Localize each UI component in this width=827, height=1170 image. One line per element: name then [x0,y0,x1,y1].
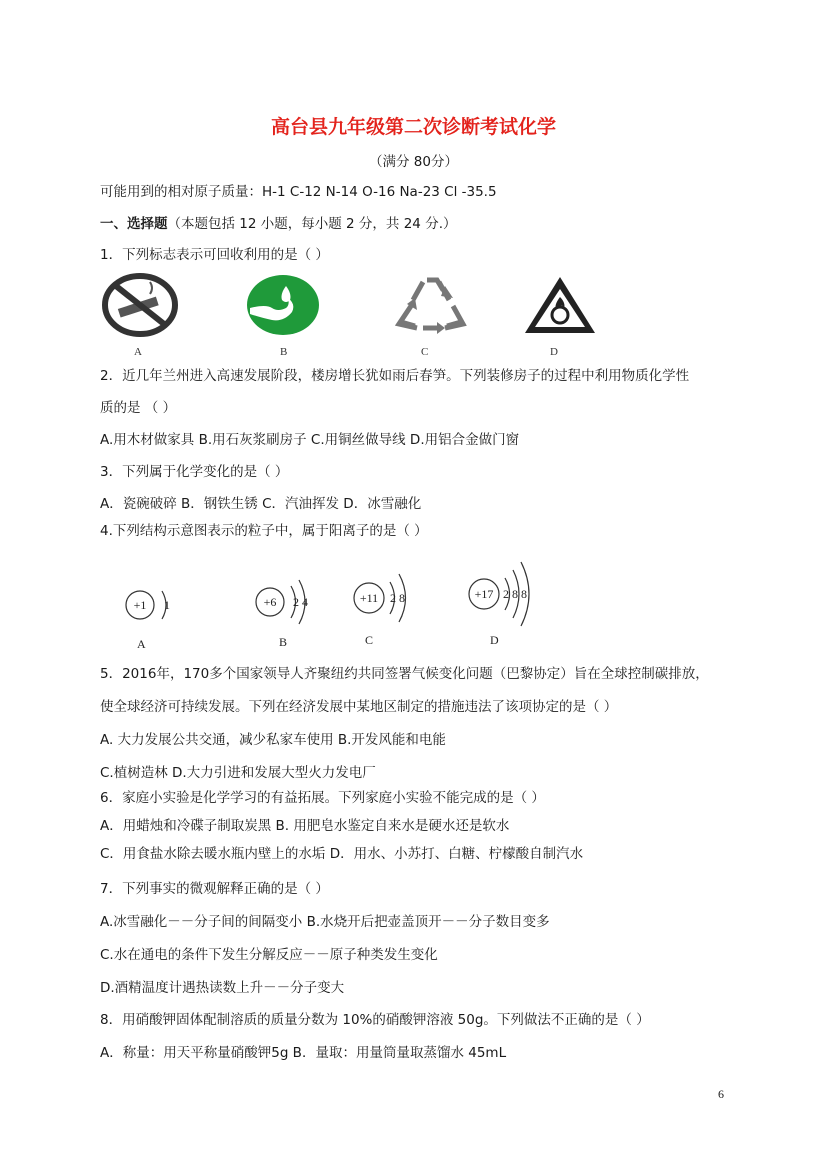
section-note: （本题包括 12 小题，每小题 2 分，共 24 分.） [167,216,457,232]
q2-stem-line2: 质的是 （ ） [100,400,177,416]
atom-a-electrons: 1 [164,598,170,612]
q7-option-c: C.水在通电的条件下发生分解反应－－原子种类发生变化 [100,947,438,963]
q5-options-line2: C.植树造林 D.大力引进和发展大型火力发电厂 [100,765,376,781]
q1-label-d: D [550,346,558,358]
q7-option-ab: A.冰雪融化－－分子间的间隔变小 B.水烧开后把壶盖顶开－－分子数目变多 [100,914,550,930]
exam-subtitle: （满分 80分） [369,154,458,170]
q2-stem-line1: 2．近几年兰州进入高速发展阶段，楼房增长犹如雨后春笋。下列装修房子的过程中利用物质化学性 [100,368,690,384]
q1-stem: 1．下列标志表示可回收利用的是（ ） [100,247,329,263]
q1-label-b: B [280,346,288,358]
atom-diagram-a [118,578,178,648]
page-number: 6 [718,1087,724,1101]
water-saving-icon [246,274,320,336]
q7-option-d: D.酒精温度计遇热读数上升－－分子变大 [100,980,345,996]
q3-stem: 3．下列属于化学变化的是（ ） [100,464,289,480]
atom-d-nucleus: +17 [474,587,494,601]
atom-b-label: B [279,635,288,648]
atom-d-label: D [490,633,499,647]
q6-options-line1: A．用蜡烛和冷碟子制取炭黑 B. 用肥皂水鉴定自来水是硬水还是软水 [100,818,510,834]
atom-diagram-b [245,566,325,648]
no-smoking-icon [100,272,180,338]
atom-c-nucleus: +11 [359,591,379,605]
q7-stem: 7．下列事实的微观解释正确的是（ ） [100,881,329,897]
oxidizer-hazard-icon [523,275,597,335]
q1-label-a: A [134,346,142,358]
q2-options: A.用木材做家具 B.用石灰浆刷房子 C.用铜丝做导线 D.用铝合金做门窗 [100,432,520,448]
q6-options-line2: C．用食盐水除去暖水瓶内壁上的水垢 D．用水、小苏打、白糖、柠檬酸自制汽水 [100,846,584,862]
q8-stem: 8．用硝酸钾固体配制溶质的质量分数为 10%的硝酸钾溶液 50g。下列做法不正确的是（ ） [100,1012,650,1028]
q6-stem: 6．家庭小实验是化学学习的有益拓展。下列家庭小实验不能完成的是（ ） [100,790,545,806]
q1-label-c: C [421,346,429,358]
recycle-icon [393,276,469,334]
q5-stem-line1: 5．2016年，170多个国家领导人齐聚纽约共同签署气候变化问题（巴黎协定）旨在全球控制碳排放， [100,666,709,682]
q5-stem-line2: 使全球经济可持续发展。下列在经济发展中某地区制定的措施违法了该项协定的是（ ） [100,699,618,715]
section-heading [100,215,456,233]
atom-b-nucleus: +6 [263,595,277,609]
exam-title: 高台县九年级第二次诊断考试化学 [270,116,556,138]
atom-a-label: A [137,637,146,648]
atom-d-electrons: 2 8 8 [503,587,527,601]
atomic-mass-line: 可能用到的相对原子质量：H-1 C-12 N-14 O-16 Na-23 Cl -35.5 [100,184,497,200]
atom-diagram-c [344,562,424,646]
q5-options-line1: A. 大力发展公共交通，减少私家车使用 B.开发风能和电能 [100,732,446,748]
q8-options: A．称量：用天平称量硝酸钾5g B．量取：用量筒量取蒸馏水 45mL [100,1045,507,1061]
atom-c-label: C [365,633,374,646]
atom-diagram-d [459,554,549,648]
atom-a-nucleus: +1 [133,598,147,612]
atom-b-electrons: 2 4 [293,595,308,609]
q3-options: A．瓷碗破碎 B．钢铁生锈 C．汽油挥发 D．冰雪融化 [100,496,422,512]
atom-c-electrons: 2 8 [390,591,405,605]
section-title: 一、选择题 [100,216,168,232]
q4-stem: 4.下列结构示意图表示的粒子中，属于阳离子的是（ ） [100,523,428,539]
